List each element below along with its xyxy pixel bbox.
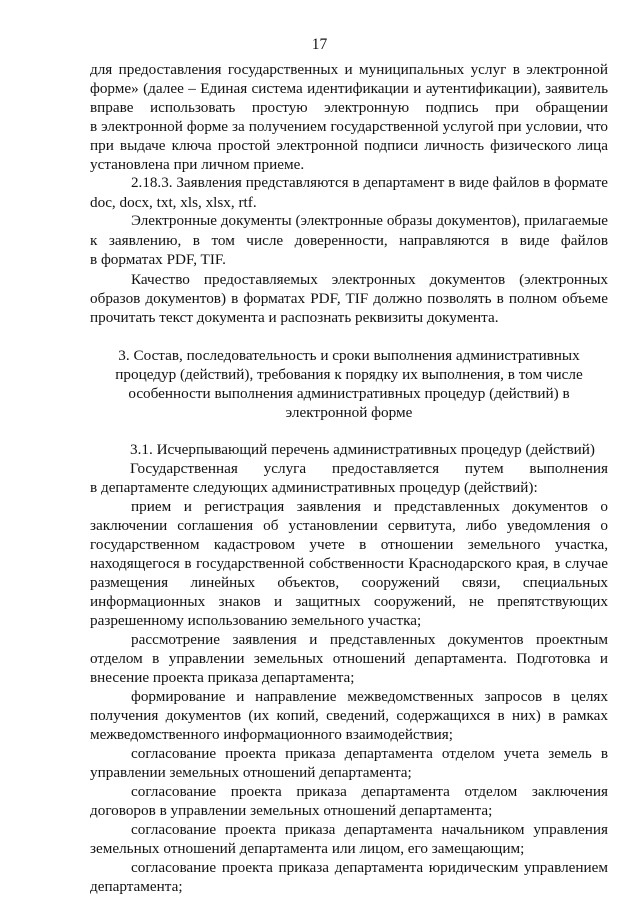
paragraph-first-line: Качество предоставляемых электронных документов (электронных	[131, 271, 608, 288]
text-line: заключении соглашения об установлении сервитута, либо уведомления о	[90, 517, 608, 534]
text-line: doc, docx, txt, xls, xlsx, rtf.	[90, 194, 257, 211]
text-line: государственном кадастровом учете в отношении земельного участка,	[90, 536, 608, 553]
text-line: межведомственного информационного взаимодействия;	[90, 726, 453, 743]
paragraph-first-line: Государственная услуга предоставляется путем выполнения	[130, 460, 608, 477]
text-line: прочитать текст документа и распознать реквизиты документа.	[90, 309, 499, 326]
section-heading-line: 3. Состав, последовательность и сроки выполнения административных	[118, 347, 580, 364]
paragraph-first-line: 2.18.3. Заявления представляются в департамент в виде файлов в формате	[131, 175, 608, 191]
text-line: установлена при личном приеме.	[90, 156, 305, 173]
list-item-first-line: рассмотрение заявления и представленных документов проектным	[131, 631, 608, 648]
text-line: в департаменте следующих административных процедур (действий):	[90, 479, 538, 496]
text-line: договоров в управлении земельных отношений департамента;	[90, 802, 493, 819]
page-number: 17	[311, 36, 328, 53]
section-heading-line: электронной форме	[285, 404, 413, 421]
text-line: для предоставления государственных и муниципальных услуг в электронной	[90, 61, 608, 78]
text-line: информационных знаков и защитных сооружений, не препятствующих	[90, 593, 608, 610]
text-line: форме» (далее – Единая система идентификации и аутентификации), заявитель	[90, 80, 608, 97]
text-line: в электронной форме за получением государственной услугой при условии, что	[90, 118, 608, 135]
text-line: разрешенному использованию земельного участка;	[90, 612, 422, 629]
list-item-first-line: согласование проекта приказа департамента отделом заключения	[131, 783, 608, 800]
text-line: земельных отношений департамента или лицом, его замещающим;	[90, 840, 525, 857]
text-line: находящегося в государственной собственности Краснодарского края, в случае	[90, 555, 608, 572]
section-heading-line: особенности выполнения административных процедур (действий) в	[128, 385, 570, 402]
text-line: внесение проекта приказа департамента;	[90, 669, 355, 686]
text-line: в форматах PDF, TIF.	[90, 251, 226, 268]
section-heading-line: процедур (действий), требования к порядку их выполнения, в том числе	[115, 366, 583, 383]
list-item-first-line: прием и регистрация заявления и представленных документов о	[131, 498, 608, 515]
list-item-first-line: согласование проекта приказа департамента начальником управления	[131, 821, 608, 838]
text-line: департамента;	[90, 878, 183, 895]
text-line: при выдаче ключа простой электронной подписи личность физического лица	[90, 137, 608, 154]
paragraph-first-line: Электронные документы (электронные образы документов), прилагаемые	[131, 213, 608, 229]
text-line: образов документов) в форматах PDF, TIF должно позволять в полном объеме	[90, 290, 608, 307]
subsection-heading: 3.1. Исчерпывающий перечень административных процедур (действий)	[130, 441, 595, 458]
text-line: к заявлению, в том числе доверенности, направляются в виде файлов	[90, 232, 608, 249]
text-line: размещения линейных объектов, сооружений связи, специальных	[90, 574, 608, 591]
text-line: получения документов (их копий, сведений, содержащихся в них) в рамках	[90, 707, 608, 724]
list-item-first-line: формирование и направление межведомственных запросов в целях	[131, 688, 608, 705]
list-item-first-line: согласование проекта приказа департамента юридическим управлением	[131, 859, 608, 876]
text-line: отделом в управлении земельных отношений департамента. Подготовка и	[90, 650, 608, 667]
text-line: вправе использовать простую электронную подпись при обращении	[90, 99, 608, 116]
text-line: управлении земельных отношений департамента;	[90, 764, 412, 781]
list-item-first-line: согласование проекта приказа департамента отделом учета земель в	[131, 745, 608, 762]
